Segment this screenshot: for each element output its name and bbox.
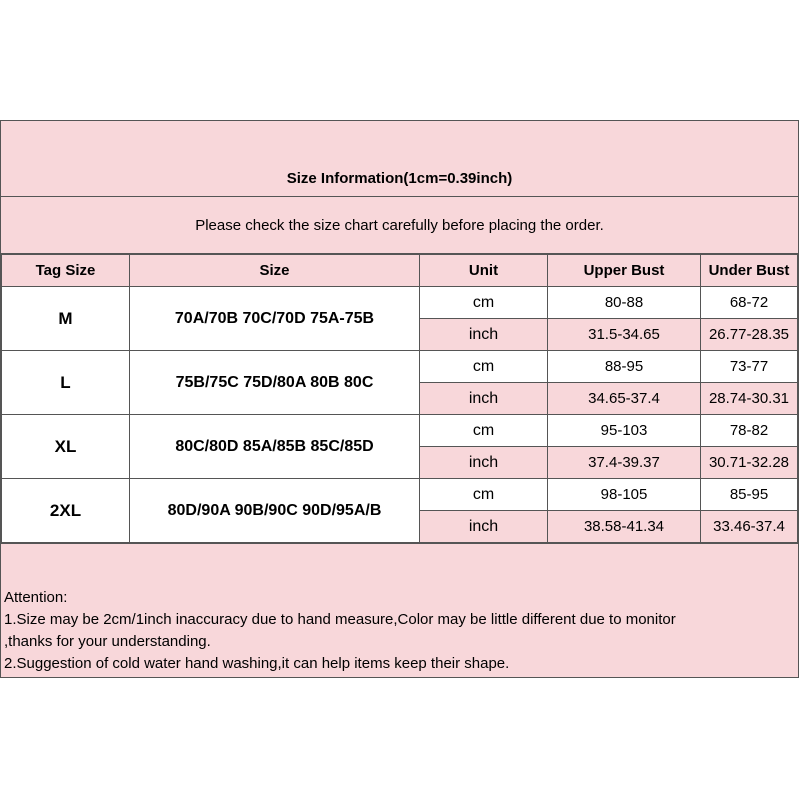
tag-size-cell: M [2,287,130,351]
size-cell: 75B/75C 75D/80A 80B 80C [130,351,420,415]
under-bust-cell: 33.46-37.4 [701,511,798,543]
table-row [2,479,798,511]
upper-bust-cell: 80-88 [548,287,701,319]
upper-bust-cell: 31.5-34.65 [548,319,701,351]
table-row [2,415,798,447]
size-chart [0,120,799,678]
tag-size-cell: L [2,351,130,415]
under-bust-cell: 26.77-28.35 [701,319,798,351]
unit-cell: inch [420,511,548,543]
size-cell: 80D/90A 90B/90C 90D/95A/B [130,479,420,543]
unit-cell: cm [420,351,548,383]
attention-line-1: 1.Size may be 2cm/1inch inaccuracy due to hand measure,Color may be little different due to monitor [4,611,676,628]
unit-cell: inch [420,319,548,351]
upper-bust-cell: 37.4-39.37 [548,447,701,479]
unit-cell: inch [420,383,548,415]
size-chart-title: Size Information(1cm=0.39inch) [1,121,798,197]
attention-notes [1,543,798,677]
tag-size-cell: 2XL [2,479,130,543]
size-cell: 80C/80D 85A/85B 85C/85D [130,415,420,479]
upper-bust-cell: 95-103 [548,415,701,447]
size-table [1,254,798,543]
under-bust-cell: 68-72 [701,287,798,319]
unit-cell: inch [420,447,548,479]
header-tag-size: Tag Size [2,255,130,287]
under-bust-cell: 30.71-32.28 [701,447,798,479]
attention-heading: Attention: [4,589,68,606]
table-row [2,287,798,319]
header-size: Size [130,255,420,287]
attention-line-1-continued: ,thanks for your understanding. [4,633,211,650]
header-upper-bust: Upper Bust [548,255,701,287]
unit-cell: cm [420,287,548,319]
upper-bust-cell: 98-105 [548,479,701,511]
under-bust-cell: 28.74-30.31 [701,383,798,415]
header-under-bust: Under Bust [701,255,798,287]
size-chart-note: Please check the size chart carefully before placing the order. [1,197,798,254]
unit-cell: cm [420,479,548,511]
upper-bust-cell: 38.58-41.34 [548,511,701,543]
under-bust-cell: 78-82 [701,415,798,447]
table-row [2,351,798,383]
size-cell: 70A/70B 70C/70D 75A-75B [130,287,420,351]
tag-size-cell: XL [2,415,130,479]
under-bust-cell: 73-77 [701,351,798,383]
header-unit: Unit [420,255,548,287]
under-bust-cell: 85-95 [701,479,798,511]
table-header-row [2,255,798,287]
unit-cell: cm [420,415,548,447]
attention-line-2: 2.Suggestion of cold water hand washing,it can help items keep their shape. [4,655,510,672]
upper-bust-cell: 34.65-37.4 [548,383,701,415]
upper-bust-cell: 88-95 [548,351,701,383]
